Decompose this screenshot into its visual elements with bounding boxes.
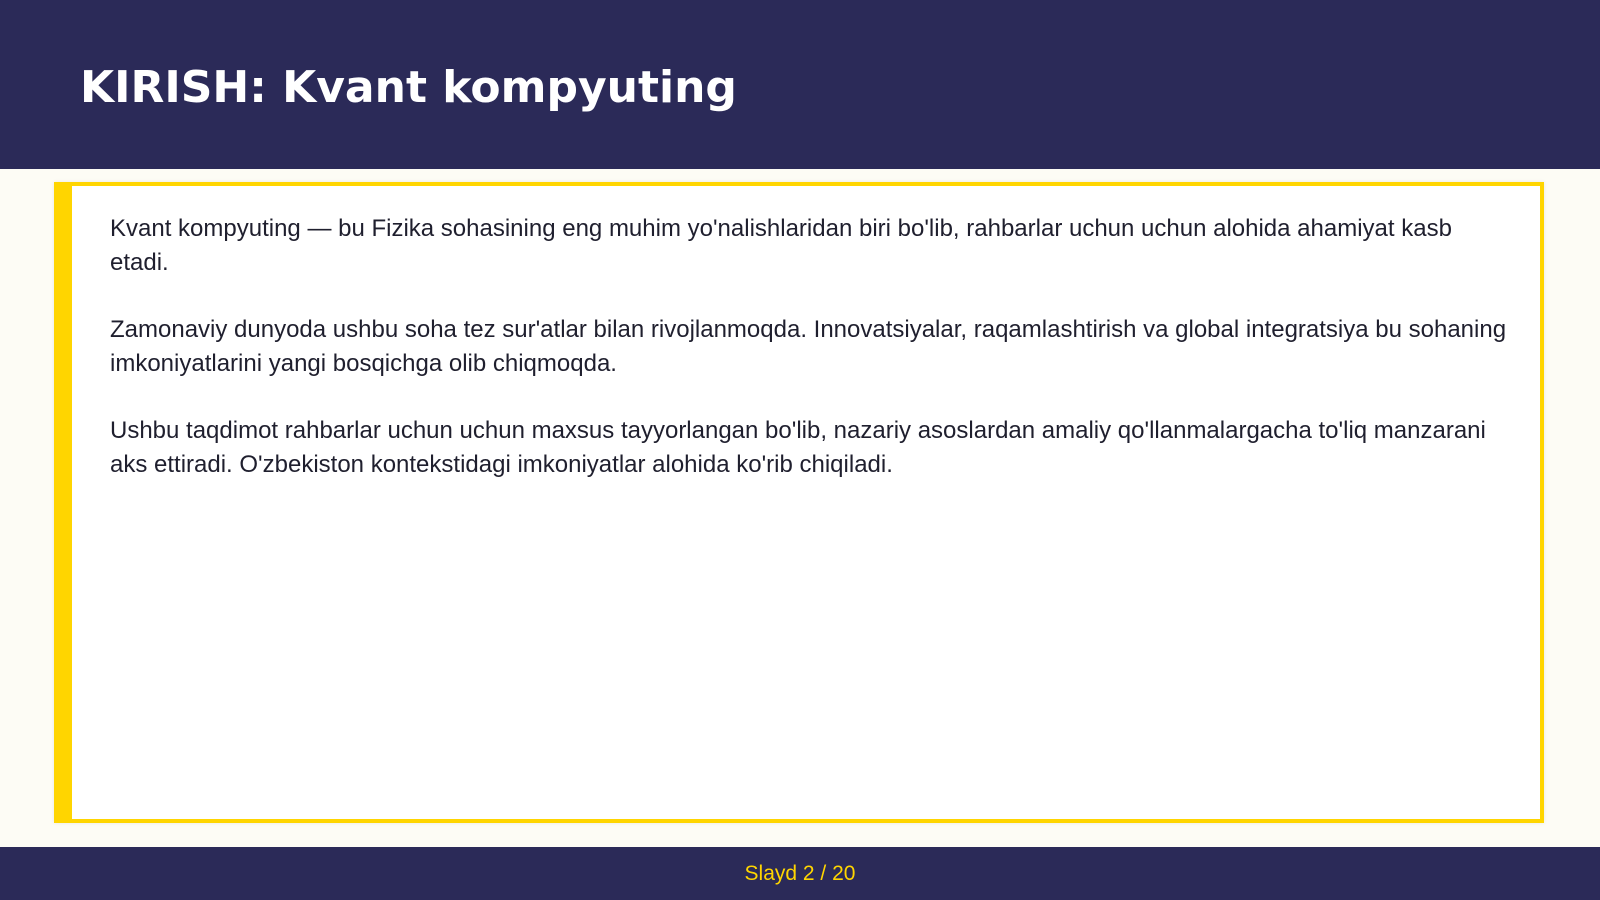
content-card xyxy=(54,182,1544,823)
slide-footer xyxy=(0,847,1600,900)
slide-header xyxy=(0,0,1600,169)
paragraph-presentation-purpose: Ushbu taqdimot rahbarlar uchun uchun maxsus tayyorlangan bo'lib, nazariy asoslardan amaliy qo'llanmalargacha to'liq manzarani aks ettiradi. O'zbekiston kontekstidagi imkoniyatlar alohida ko'rib chiqiladi. xyxy=(110,417,1486,478)
slide-title: KIRISH: Kvant kompyuting xyxy=(80,62,737,113)
paragraph-modern-world: Zamonaviy dunyoda ushbu soha tez sur'atlar bilan rivojlanmoqda. Innovatsiyalar, raqamlashtirish va global integratsiya bu sohaning imkoniyatlarini yangi bosqichga olib chiqmoqda. xyxy=(110,316,1507,377)
body-text xyxy=(110,212,1510,515)
paragraph-intro: Kvant kompyuting — bu Fizika sohasining eng muhim yo'nalishlaridan biri bo'lib, rahbarlar uchun uchun alohida ahamiyat kasb etadi. xyxy=(110,215,1452,276)
slide-counter: Slayd 2 / 20 xyxy=(744,862,856,885)
